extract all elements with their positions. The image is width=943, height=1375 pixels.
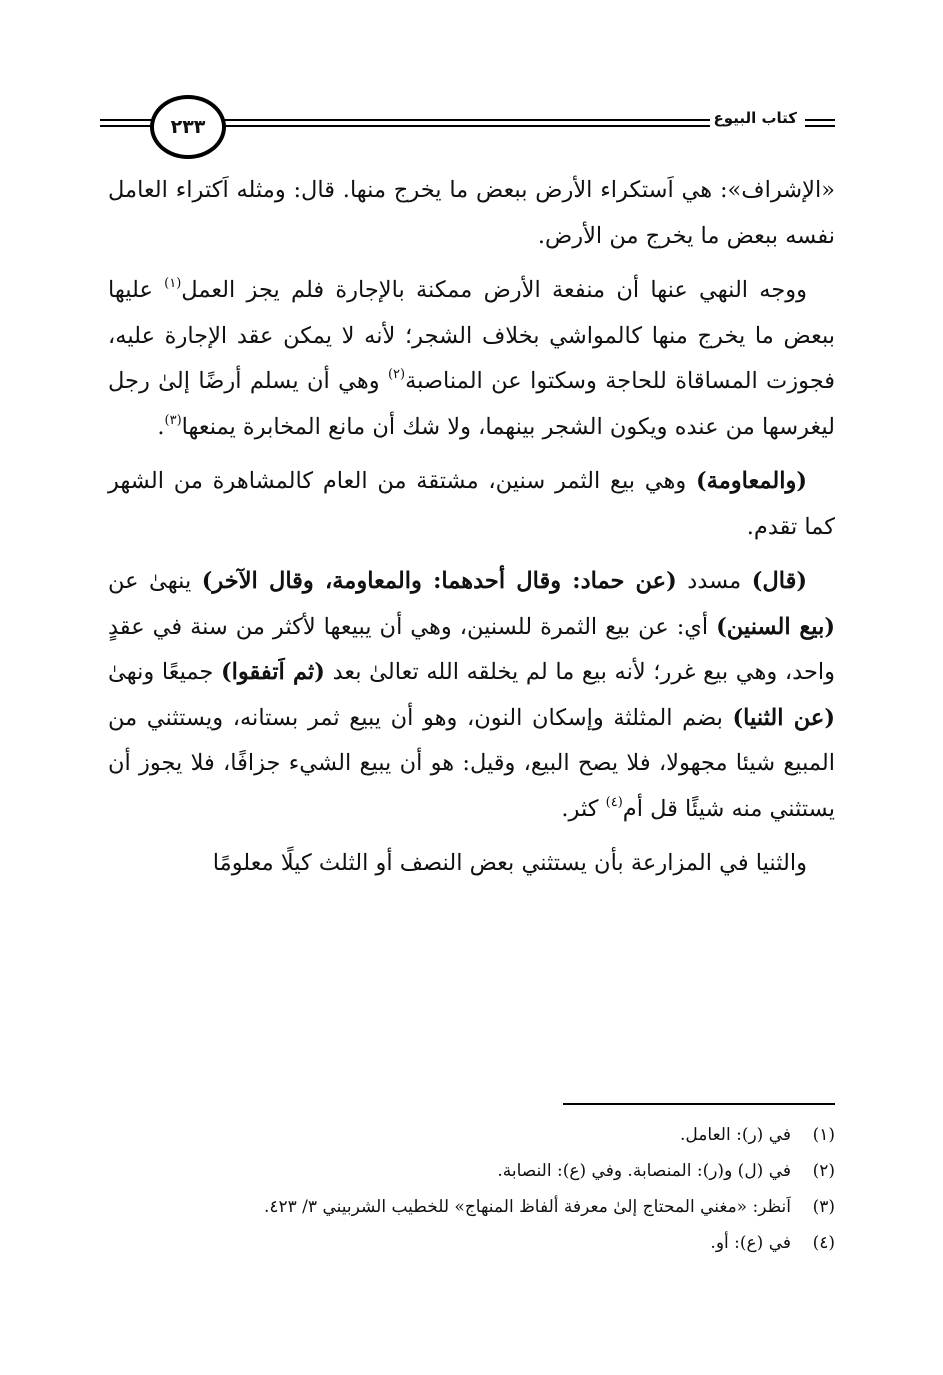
paragraph-3 [108, 459, 835, 550]
paragraph-4-bold-e: (عن الثنيا) [732, 704, 836, 731]
main-text [108, 168, 835, 896]
footnote-ref-3[interactable]: (٣) [164, 412, 182, 428]
paragraph-4-text-d: جميعًا ونهىٰ [108, 659, 221, 685]
footnote-ref-4[interactable]: (٤) [605, 794, 623, 810]
paragraph-2-text-c: وهي أن يسلم أرضًا إلىٰ رجل ليغرسها من عنده ويكون الشجر بينهما، ولا شك أن مانع المخابرة يمنعها [108, 368, 835, 440]
page-header [100, 95, 835, 165]
footnote-text: اَنظر: «مغني المحتاج إلىٰ معرفة ألفاظ المنهاج» للخطيب الشربيني ٣/ ٤٢٣. [263, 1197, 791, 1217]
paragraph-4 [108, 559, 835, 832]
footnote-number: (١) [812, 1125, 835, 1145]
footnote-number: (٤) [812, 1233, 835, 1253]
footnote-1 [108, 1117, 835, 1153]
footnote-separator [563, 1103, 835, 1105]
paragraph-4-text-f: كثر. [561, 795, 606, 822]
footnote-number: (٣) [812, 1197, 835, 1217]
footnote-3 [108, 1189, 835, 1225]
paragraph-4-text-a: مسدد [676, 568, 752, 594]
footnotes [108, 1117, 835, 1261]
footnote-number: (٢) [812, 1161, 835, 1181]
footnote-ref-1[interactable]: (١) [164, 276, 182, 291]
paragraph-4-bold-b: (عن حماد: وقال أحدهما: والمعاومة، وقال الآخر) [201, 568, 677, 594]
paragraph-4-text-e: بضم المثلثة وإسكان النون، وهو أن يبيع ثمر بستانه، ويستثني من المبيع شيئا مجهولا، فلا يصح البيع، وقيل: هو أن يبيع الشيء جزافًا، فلا يجوز أن يستثني منه شيئًا قل أم [108, 704, 835, 822]
footnote-text: في (ع): أو. [710, 1233, 791, 1253]
footnote-text: في (ل) و(ر): المنصابة. وفي (ع): النصابة. [497, 1161, 791, 1181]
paragraph-4-text-b: ينهىٰ عن [108, 568, 202, 594]
paragraph-2-text-d: . [157, 413, 165, 440]
paragraph-3-text-a: وهي بيع الثمر سنين، مشتقة من العام كالمشاهرة من الشهر كما تقدم. [108, 468, 835, 540]
page-number: ٢٣٣ [150, 95, 226, 159]
paragraph-2-text-a: ووجه النهي عنها أن منفعة الأرض ممكنة بالإجارة فلم يجز العمل [181, 277, 807, 303]
paragraph-4-bold-c: (بيع السنين) [716, 613, 835, 640]
paragraph-3-bold-a: (والمعاومة) [696, 468, 807, 494]
paragraph-4-bold-d: (ثم اَتفقوا) [220, 659, 325, 685]
footnote-2 [108, 1153, 835, 1189]
footnote-4 [108, 1225, 835, 1261]
header-rule-middle [212, 119, 760, 127]
footnote-ref-2[interactable]: (٢) [387, 367, 406, 382]
paragraph-4-text-c: أي: عن بيع الثمرة للسنين، وهي أن يبيعها لأكثر من سنة في عقدٍ واحد، وهي بيع غرر؛ لأنه بيع ما لم يخلقه الله تعالىٰ بعد [108, 613, 835, 685]
footnote-text: في (ر): العامل. [680, 1125, 791, 1145]
paragraph-1: «الإشراف»: هي اَستكراء الأرض ببعض ما يخرج منها. قال: ومثله اَكتراء العامل نفسه ببعض ما يخرج من الأرض. [108, 177, 835, 249]
paragraph-5: والثنيا في المزارعة بأن يستثني بعض النصف أو الثلث كيلًا معلومًا [212, 850, 807, 876]
header-rule-right [805, 119, 835, 127]
paragraph-2-text-b: عليها ببعض ما يخرج منها كالمواشي بخلاف الشجر؛ لأنه لا يمكن عقد الإجارة عليه، فجوزت المساقاة للحاجة وسكتوا عن المناصبة [108, 277, 836, 394]
running-title: كتاب البيوع [710, 109, 801, 127]
paragraph-2 [108, 268, 835, 450]
paragraph-4-bold-a: (قال) [751, 568, 807, 594]
